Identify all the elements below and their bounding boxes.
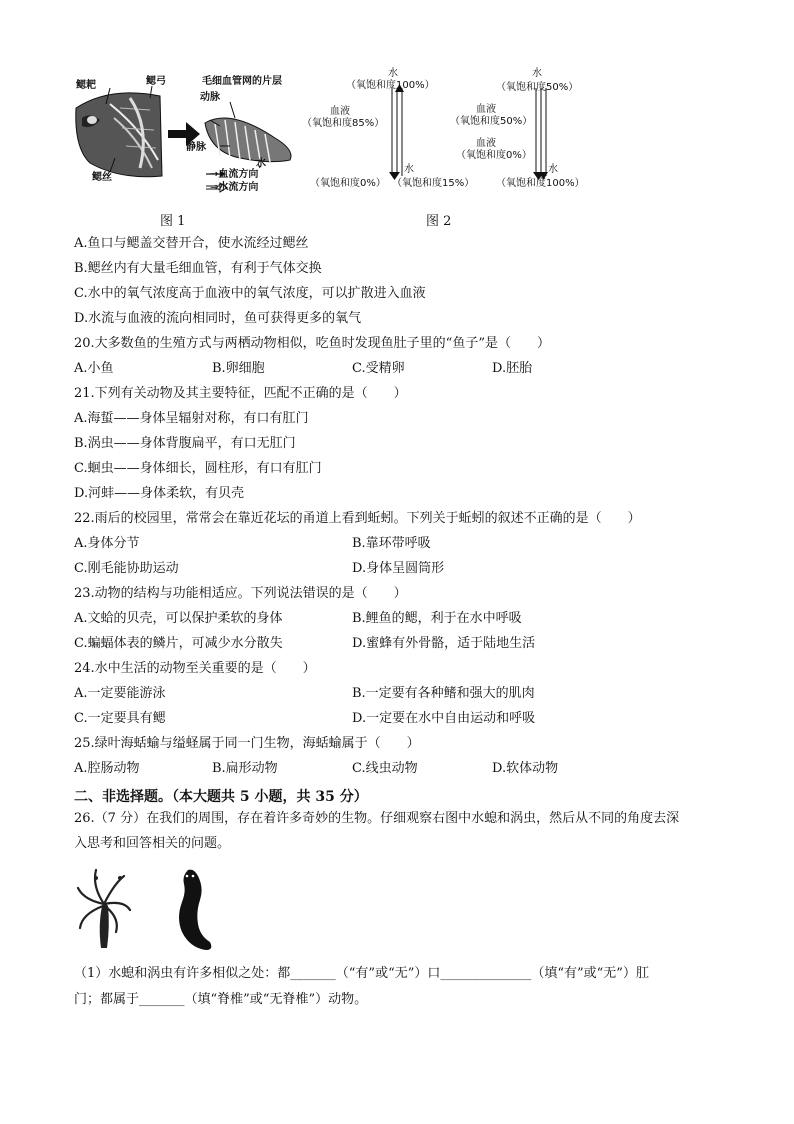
q23-option-a: A.文蛤的贝壳，可以保护柔软的身体 xyxy=(74,611,283,626)
fig2-left-water-top: 水 xyxy=(388,68,398,79)
fig2-right-water-bottom: 水 xyxy=(548,164,558,175)
q19-option-b: B.鳃丝内有大量毛细血管，有利于气体交换 xyxy=(74,261,322,276)
q26-intro-line-2: 入思考和回答相关的问题。 xyxy=(74,836,231,851)
q19-option-c: C.水中的氧气浓度高于血液中的氧气浓度，可以扩散进入血液 xyxy=(74,286,426,301)
fig2-left-water-bottom: 水 xyxy=(404,164,414,175)
q21-option-b: B.涡虫——身体背腹扁平，有口无肛门 xyxy=(74,436,296,451)
label-vein: 静脉 xyxy=(186,142,206,153)
q22-stem: 22.雨后的校园里，常常会在靠近花坛的甬道上看到蚯蚓。下列关于蚯蚓的叙述不正确的是（ ） xyxy=(74,511,641,526)
q25-option-c: C.线虫动物 xyxy=(352,761,418,776)
planarian-illustration xyxy=(172,866,218,954)
q26-intro-line-1: 26.（7 分）在我们的周围，存在着许多奇妙的生物。仔细观察右图中水螅和涡虫，然后从不同的角度去深 xyxy=(74,811,680,826)
section-2-heading: 二、非选择题。（本大题共 5 小题，共 35 分） xyxy=(74,789,368,805)
legend-water-flow: ⇒水流方向 xyxy=(210,182,259,193)
hydra-image xyxy=(74,866,134,950)
hydra-illustration xyxy=(74,866,134,950)
q23-option-c: C.蝙蝠体表的鳞片，可减少水分散失 xyxy=(74,636,283,651)
label-gill-rake: 鳃耙 xyxy=(76,80,96,91)
label-gill-filament: 鳃丝 xyxy=(92,172,112,183)
label-gill-arch: 鳃弓 xyxy=(146,76,166,87)
fig2-right-blood-mid: 血液 xyxy=(476,138,496,149)
q21-option-a: A.海蜇——身体呈辐射对称，有口有肛门 xyxy=(74,411,309,426)
q20-option-a: A.小鱼 xyxy=(74,361,114,376)
q22-option-a: A.身体分节 xyxy=(74,536,140,551)
q24-option-d: D.一定要在水中自由运动和呼吸 xyxy=(352,711,536,726)
legend-blood-flow: →血流方向 xyxy=(210,169,259,180)
q24-option-b: B.一定要有各种鳍和强大的肌肉 xyxy=(352,686,535,701)
q20-option-b: B.卵细胞 xyxy=(212,361,265,376)
q22-option-c: C.刚毛能协助运动 xyxy=(74,561,179,576)
q25-stem: 25.绿叶海蛞蝓与缢蛏属于同一门生物，海蛞蝓属于（ ） xyxy=(74,736,420,751)
fig2-right-blood-top-sat: （氧饱和度50%） xyxy=(450,116,533,127)
q19-option-d: D.水流与血液的流向相同时，鱼可获得更多的氧气 xyxy=(74,311,362,326)
q22-option-b: B.靠环带呼吸 xyxy=(352,536,431,551)
label-water: 水 xyxy=(256,158,266,169)
fig2-left-water-top-sat: （氧饱和度100%） xyxy=(346,80,435,91)
q26-sub1-line-2: 门；都属于_______（填“脊椎”或“无脊椎”）动物。 xyxy=(74,992,368,1007)
q25-option-a: A.腔肠动物 xyxy=(74,761,140,776)
fig2-right-water-top-sat: （氧饱和度50%） xyxy=(496,82,579,93)
label-capillary-layer: 毛细血管网的片层 xyxy=(202,76,282,87)
fig2-left-water-bottom-sat: （氧饱和度15%） xyxy=(392,178,475,189)
fig2-right-water-bottom-sat: （氧饱和度100%） xyxy=(496,178,585,189)
planarian-image xyxy=(172,866,218,954)
q19-option-a: A.鱼口与鳃盖交替开合，使水流经过鳃丝 xyxy=(74,236,309,251)
fig2-right-water-top: 水 xyxy=(532,68,542,79)
q21-option-d: D.河蚌——身体柔软，有贝壳 xyxy=(74,486,245,501)
q22-option-d: D.身体呈圆筒形 xyxy=(352,561,445,576)
label-artery: 动脉 xyxy=(200,92,220,103)
fig2-left-blood-sat: （氧饱和度85%） xyxy=(302,118,385,129)
q23-option-d: D.蜜蜂有外骨骼，适于陆地生活 xyxy=(352,636,536,651)
q24-option-a: A.一定要能游泳 xyxy=(74,686,166,701)
fig2-right-blood-mid-sat: （氧饱和度0%） xyxy=(456,150,532,161)
fig2-right-blood-top: 血液 xyxy=(476,104,496,115)
q24-stem: 24.水中生活的动物至关重要的是（ ） xyxy=(74,661,316,676)
q25-option-b: B.扁形动物 xyxy=(212,761,278,776)
q23-option-b: B.鲤鱼的鳃，利于在水中呼吸 xyxy=(352,611,522,626)
figure-1-caption: 图 1 xyxy=(160,214,186,229)
q20-option-d: D.胚胎 xyxy=(492,361,533,376)
q20-option-c: C.受精卵 xyxy=(352,361,405,376)
figure-2-caption: 图 2 xyxy=(426,214,452,229)
figure-2 xyxy=(300,66,590,196)
q21-option-c: C.蛔虫——身体细长，圆柱形，有口有肛门 xyxy=(74,461,322,476)
q20-stem: 20.大多数鱼的生殖方式与两栖动物相似，吃鱼时发现鱼肚子里的“鱼子”是（ ） xyxy=(74,336,550,351)
fig2-left-blood: 血液 xyxy=(330,106,350,117)
q26-sub1-line-1: （1）水螅和涡虫有许多相似之处：都_______（“有”或“无”）口______________（填“有”或“无”）肛 xyxy=(74,966,649,981)
figure-1 xyxy=(70,68,310,200)
fig2-left-bottom-sat: （氧饱和度0%） xyxy=(310,178,386,189)
q24-option-c: C.一定要具有鳃 xyxy=(74,711,166,726)
q23-stem: 23.动物的结构与功能相适应。下列说法错误的是（ ） xyxy=(74,586,407,601)
q21-stem: 21.下列有关动物及其主要特征，匹配不正确的是（ ） xyxy=(74,386,407,401)
q25-option-d: D.软体动物 xyxy=(492,761,559,776)
